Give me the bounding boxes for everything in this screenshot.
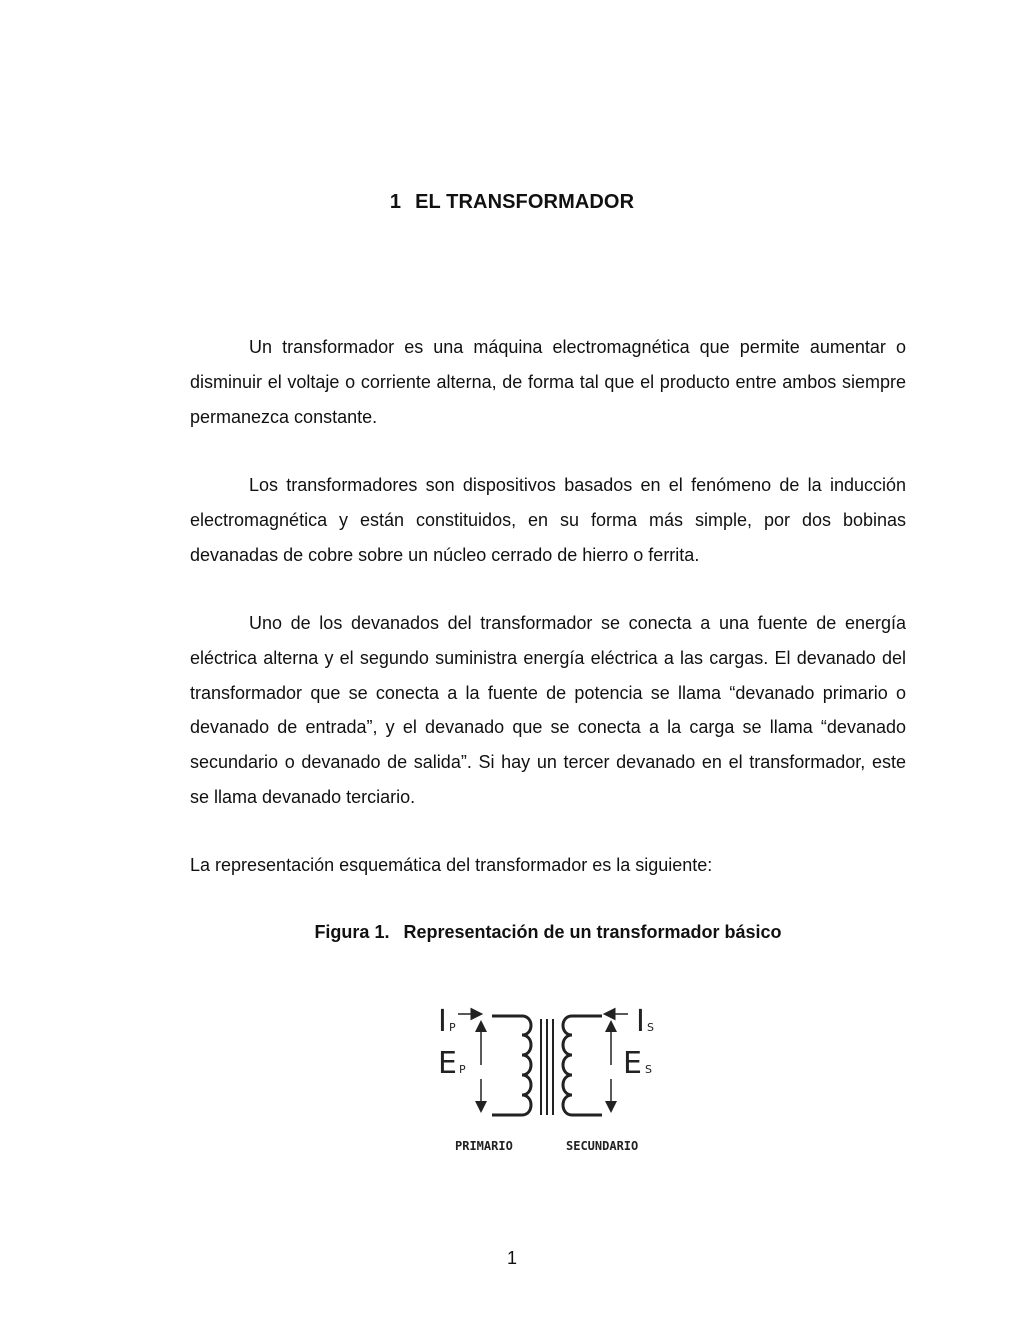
- chapter-title: EL TRANSFORMADOR: [415, 191, 635, 213]
- primary-voltage-label: E: [438, 1046, 457, 1081]
- figure-caption-number: Figura 1.: [314, 922, 390, 942]
- primary-current-subscript: P: [449, 1021, 456, 1034]
- primary-current-label: I: [438, 1004, 447, 1039]
- secondary-current-subscript: S: [647, 1021, 654, 1034]
- transformer-core: [541, 1019, 553, 1115]
- secondary-current-label: I: [636, 1004, 645, 1039]
- paragraph-principle: Los transformadores son dispositivos basados en el fenómeno de la inducción electromagnética y están constituidos, en su forma más simple, por dos bobinas devanadas de cobre sobre un núcleo cerrado de hierro o ferrita.: [190, 475, 906, 565]
- transformer-diagram: [430, 995, 670, 1160]
- chapter-heading: [0, 191, 1024, 214]
- paragraph-windings: Uno de los devanados del transformador se conecta a una fuente de energía eléctrica alterna y el segundo suministra energía eléctrica a las cargas. El devanado del transformador que se conecta a la fuente de potencia se llama “devanado primario o devanado de entrada”, y el devanado que se conecta a la carga se llama “devanado secundario o devanado de salida”. Si hay un tercer devanado en el transformador, este se llama devanado terciario.: [190, 613, 906, 807]
- paragraph-intro-figure: La representación esquemática del transformador es la siguiente:: [190, 855, 713, 875]
- secondary-voltage-label: E: [623, 1046, 642, 1081]
- figure-caption: [0, 922, 1024, 943]
- page-number: 1: [506, 1248, 517, 1268]
- primary-coil: [492, 1016, 531, 1115]
- primary-label: PRIMARIO: [455, 1139, 513, 1153]
- chapter-number: 1: [389, 191, 402, 213]
- secondary-coil: [563, 1016, 602, 1115]
- paragraph-definition: Un transformador es una máquina electromagnética que permite aumentar o disminuir el voltaje o corriente alterna, de forma tal que el producto entre ambos siempre permanezca constante.: [190, 337, 906, 427]
- secondary-label: SECUNDARIO: [566, 1139, 639, 1153]
- figure-caption-text: Representación de un transformador básico: [403, 922, 782, 942]
- secondary-voltage-subscript: S: [645, 1063, 652, 1076]
- primary-voltage-subscript: P: [459, 1063, 466, 1076]
